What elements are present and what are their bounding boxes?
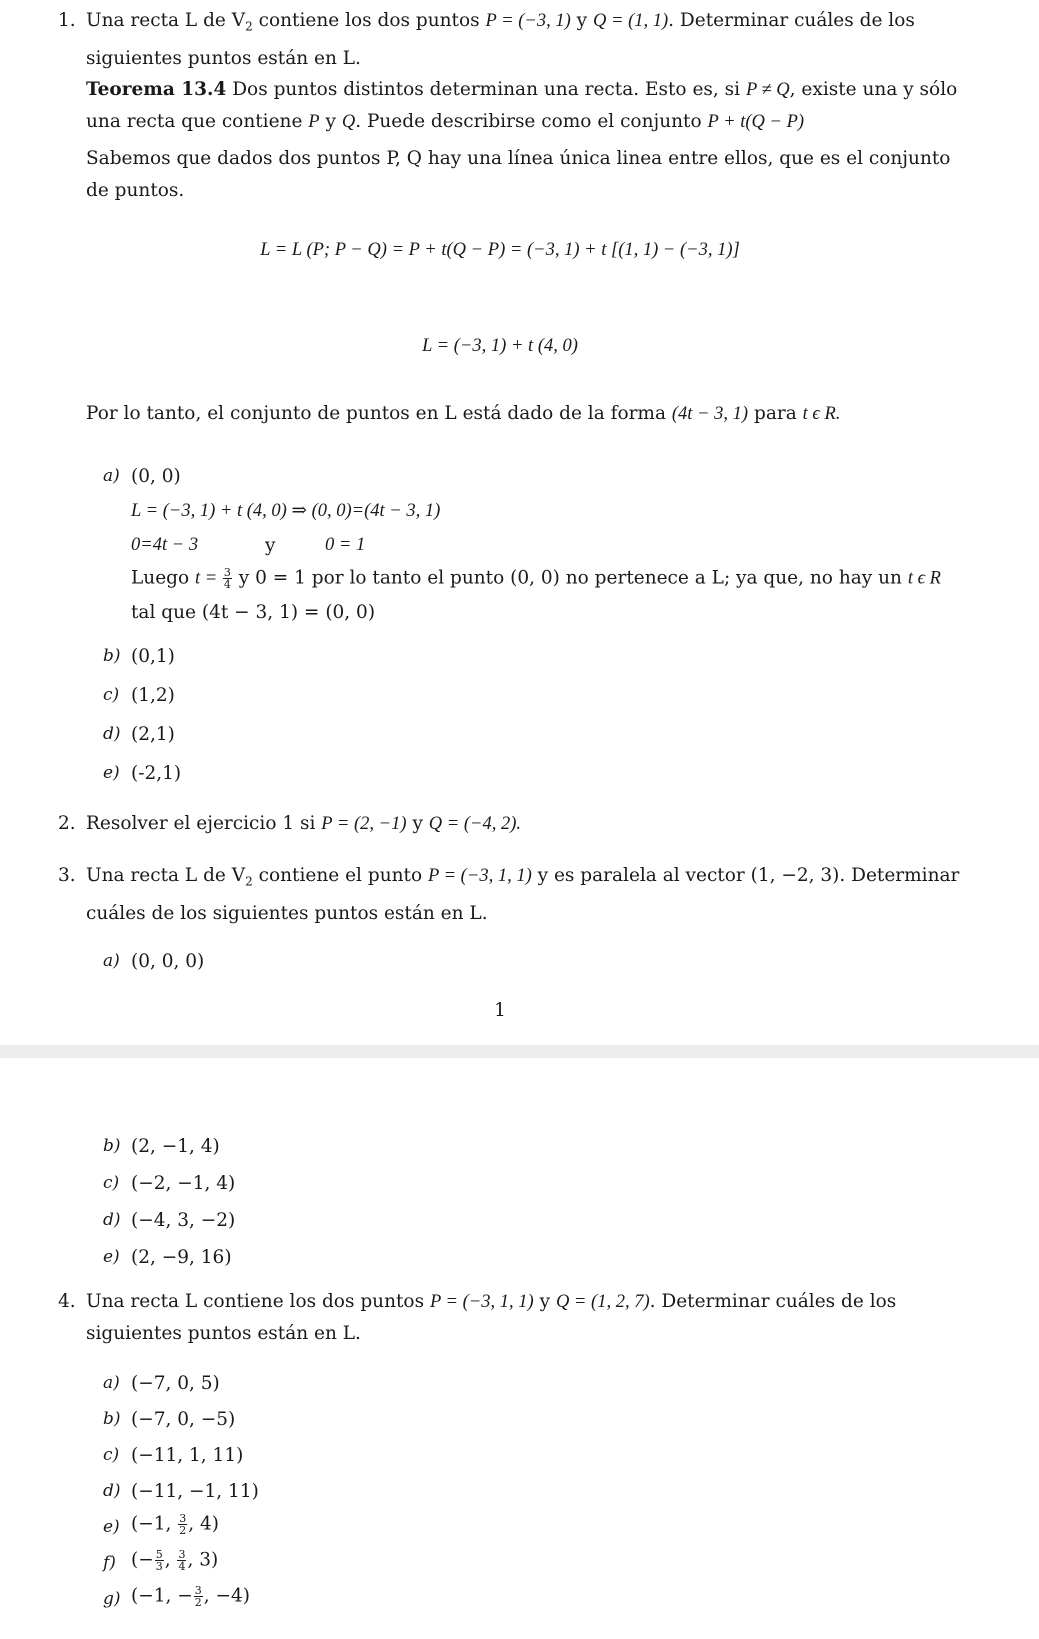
- item-point: (0, 0, 0): [131, 951, 205, 972]
- question-4-number: 4.: [58, 1291, 76, 1312]
- item-point: (−2, −1, 4): [131, 1173, 236, 1194]
- item-point: (0,1): [131, 646, 175, 667]
- fraction: $\frac{3}{2}$: [179, 1512, 187, 1537]
- theorem-block: Teorema 13.4 Dos puntos distintos determinan una recta. Esto es, si P ≠ Q, existe una y sólo una recta que contiene P y Q. Puede describirse como el conjunto P + t(Q − P): [86, 79, 958, 132]
- item-point: (1,2): [131, 685, 175, 706]
- item-label: d): [103, 1481, 121, 1501]
- question-3-text: Una recta L de $V_2$ contiene el punto P = (−3, 1, 1) y es paralela al vector (1, −2, 3). Determinar cuáles de los siguientes puntos están en L.: [86, 865, 960, 924]
- item-label: b): [103, 646, 121, 666]
- item-label: a): [103, 1373, 120, 1393]
- item-point: (2, −9, 16): [131, 1247, 232, 1268]
- fraction: $\frac{3}{4}$: [223, 566, 231, 591]
- fraction: $\frac{5}{3}$: [155, 1548, 163, 1573]
- item-label: c): [103, 1173, 120, 1193]
- item-point: (2, −1, 4): [131, 1136, 220, 1157]
- item-label: e): [103, 763, 120, 783]
- question-1-text: Una recta L de $V_2$ contiene los dos puntos P = (−3, 1) y Q = (1, 1). Determinar cuáles de los siguientes puntos están en L.: [86, 10, 915, 69]
- theorem-title: Teorema 13.4: [86, 79, 227, 100]
- explanation-text: Sabemos que dados dos puntos P, Q hay una línea única linea entre ellos, que es el conjunto de puntos.: [86, 148, 951, 201]
- solution-line-1: L = (−3, 1) + t (4, 0) ⇒ (0, 0)=(4t − 3, 1): [131, 501, 441, 521]
- item-label: f): [103, 1553, 116, 1573]
- item-point: (− $\frac{5}{3}$ , $\frac{3}{4}$ , 3): [131, 1548, 219, 1573]
- item-label: d): [103, 1210, 121, 1230]
- item-label: e): [103, 1247, 120, 1267]
- equation-line-1: L = L (P; P − Q) = P + t(Q − P) = (−3, 1) + t [(1, 1) − (−3, 1)]: [260, 240, 740, 260]
- item-point: (−7, 0, −5): [131, 1409, 236, 1430]
- question-1-number: 1.: [58, 10, 76, 31]
- solution-equation-right: 0 = 1: [325, 535, 366, 555]
- question-2-text: Resolver el ejercicio 1 si P = (2, −1) y Q = (−4, 2).: [86, 813, 522, 834]
- item-point: (−1, − $\frac{3}{2}$ , −4): [131, 1584, 251, 1609]
- item-label: c): [103, 685, 120, 705]
- item-label: g): [103, 1589, 121, 1609]
- item-label: b): [103, 1409, 121, 1429]
- page-number: 1: [494, 1000, 506, 1021]
- item-label: c): [103, 1445, 120, 1465]
- item-point: (−4, 3, −2): [131, 1210, 236, 1231]
- conclusion-text: Por lo tanto, el conjunto de puntos en L está dado de la forma (4t − 3, 1) para t ϵ R.: [86, 403, 841, 424]
- item-point: (2,1): [131, 724, 175, 745]
- question-2-number: 2.: [58, 813, 76, 834]
- solution-line-4: tal que (4t − 3, 1) = (0, 0): [131, 602, 376, 623]
- item-label: a): [103, 466, 120, 486]
- item-point: (−11, 1, 11): [131, 1445, 244, 1466]
- item-point: (−1, $\frac{3}{2}$ , 4): [131, 1512, 219, 1537]
- item-label: e): [103, 1517, 120, 1537]
- page-separator: [0, 1045, 1039, 1058]
- item-point: (−11, −1, 11): [131, 1481, 259, 1502]
- fraction: $\frac{3}{2}$: [194, 1584, 202, 1609]
- item-point: (-2,1): [131, 763, 182, 784]
- solution-conjunction: y: [265, 535, 276, 556]
- page-2: [0, 1058, 1039, 1639]
- fraction: $\frac{3}{4}$: [178, 1548, 186, 1573]
- item-label: d): [103, 724, 121, 744]
- equation-line-2: L = (−3, 1) + t (4, 0): [422, 336, 578, 356]
- question-3-number: 3.: [58, 865, 76, 886]
- solution-line-3: Luego t = $\frac{3}{4}$ y 0 = 1 por lo tanto el punto (0, 0) no pertenece a L; ya que, no hay un t ϵ R: [131, 566, 941, 591]
- item-label: b): [103, 1136, 121, 1156]
- item-point: (0, 0): [131, 466, 181, 487]
- question-4-text: Una recta L contiene los dos puntos P = (−3, 1, 1) y Q = (1, 2, 7). Determinar cuáles de los siguientes puntos están en L.: [86, 1291, 897, 1344]
- item-label: a): [103, 951, 120, 971]
- item-point: (−7, 0, 5): [131, 1373, 220, 1394]
- solution-equation-left: 0=4t − 3: [131, 535, 199, 555]
